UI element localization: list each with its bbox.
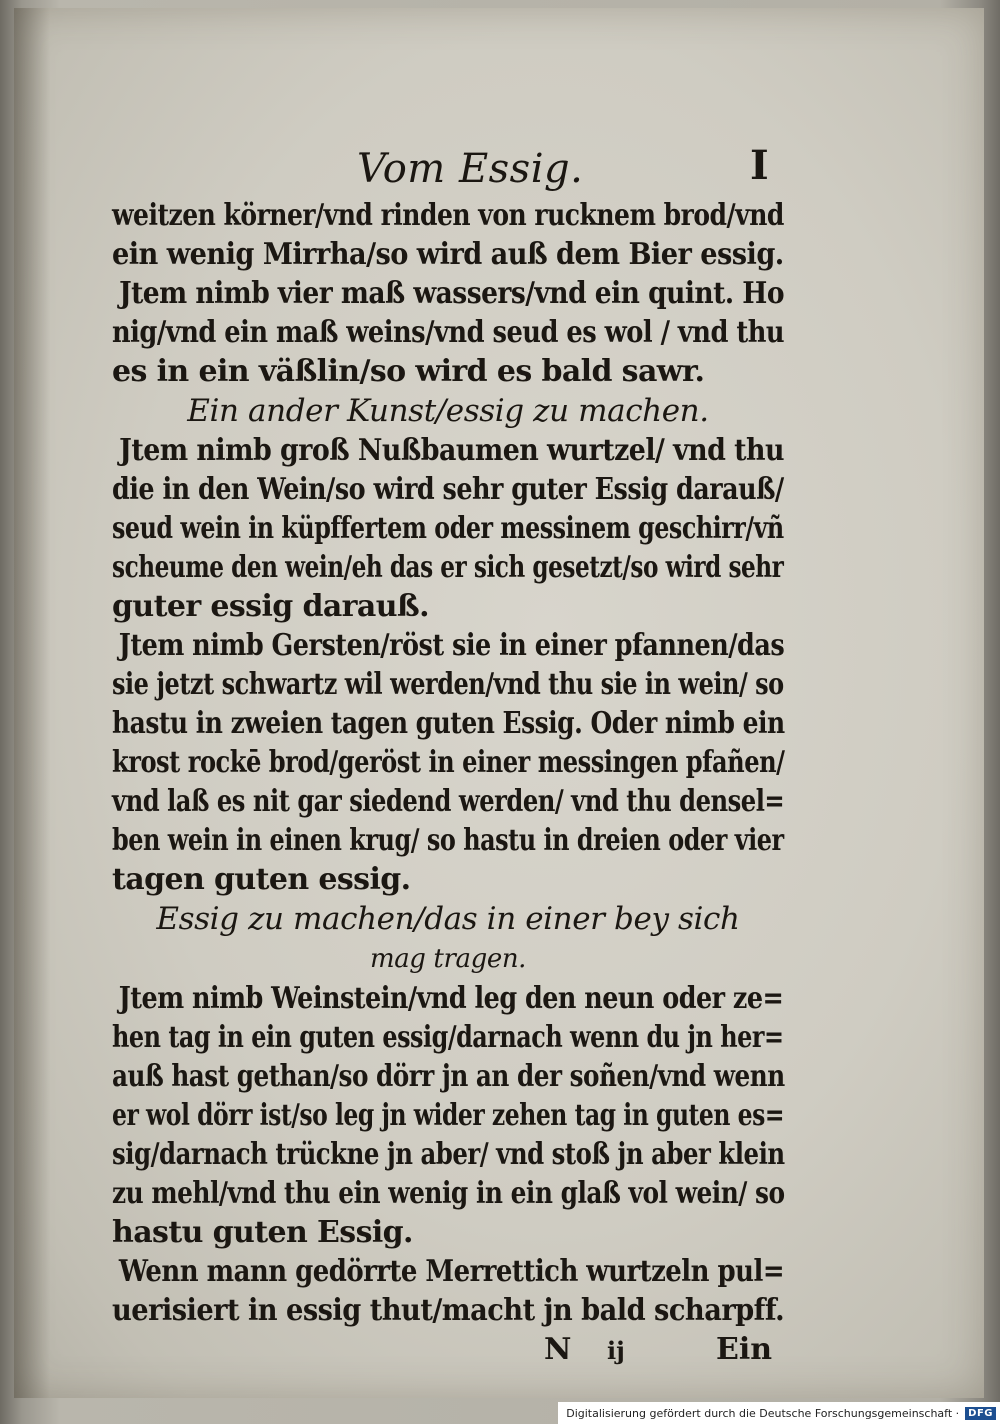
running-head <box>112 140 784 196</box>
section-heading <box>112 899 784 939</box>
section-heading-continuation <box>112 939 784 979</box>
dfg-logo: DFG <box>965 1407 996 1420</box>
catchline <box>112 1330 784 1374</box>
text-line: uerisiert in essig thut/macht jn bald scharpff. <box>112 1293 785 1328</box>
text-line: Jtem nimb vier maß wassers/vnd ein quint. Ho <box>119 276 784 311</box>
running-title: Vom Essig. <box>357 146 584 192</box>
text-line: ben wein in einen krug/ so hastu in dreien oder vier <box>112 823 784 858</box>
text-line: vnd laß es nit gar siedend werden/ vnd thu densel= <box>112 784 785 819</box>
section-heading <box>112 391 784 431</box>
catchword: Ein <box>716 1332 773 1367</box>
text-line: er wol dörr ist/so leg jn wider zehen tag in guten es= <box>112 1098 785 1133</box>
text-line: sie jetzt schwartz wil werden/vnd thu sie in wein/ so <box>112 667 784 702</box>
text-line: scheume den wein/eh das er sich gesetzt/so wird sehr <box>112 550 784 585</box>
heading-text: Essig zu machen/das in einer bey sich <box>156 901 740 937</box>
text-line: auß hast gethan/so dörr jn an der soñen/vnd wenn <box>112 1059 785 1094</box>
digitization-footer <box>558 1402 1000 1424</box>
folio-number: I <box>750 142 769 189</box>
text-line: guter essig darauß. <box>112 589 429 624</box>
text-line: nig/vnd ein maß weins/vnd seud es wol / vnd thu <box>112 315 785 350</box>
heading-text: mag tragen. <box>369 944 527 974</box>
text-line: hastu in zweien tagen guten Essig. Oder nimb ein <box>112 706 785 741</box>
text-line: die in den Wein/so wird sehr guter Essig darauß/ <box>112 472 784 507</box>
text-line: sig/darnach trückne jn aber/ vnd stoß jn aber klein <box>112 1137 785 1172</box>
text-line: tagen guten essig. <box>112 862 411 897</box>
text-line: seud wein in küpffertem oder messinem geschirr/vñ <box>112 511 784 546</box>
text-line: es in ein väßlin/so wird es bald sawr. <box>112 354 705 389</box>
text-line: weitzen körner/vnd rinden von rucknem brod/vnd <box>112 198 784 233</box>
text-line: zu mehl/vnd thu ein wenig in ein glaß vol wein/ so <box>112 1176 785 1211</box>
text-line: ein wenig Mirrha/so wird auß dem Bier essig. <box>112 237 784 272</box>
binding-gutter-shadow <box>14 8 50 1398</box>
text-line: hen tag in ein guten essig/darnach wenn du jn her= <box>112 1020 784 1055</box>
heading-text: Ein ander Kunst/essig zu machen. <box>187 393 709 429</box>
signature-mark: N <box>544 1332 572 1367</box>
text-block <box>112 140 784 1374</box>
text-line: Jtem nimb Gersten/röst sie in einer pfannen/das <box>118 628 785 663</box>
text-line: hastu guten Essig. <box>112 1215 413 1250</box>
text-line: Jtem nimb Weinstein/vnd leg den neun oder ze= <box>118 981 784 1016</box>
body-text <box>112 196 784 1330</box>
signature-number: ij <box>607 1336 625 1365</box>
text-line: Wenn mann gedörrte Merrettich wurtzeln pul= <box>118 1254 785 1289</box>
text-line: krost rockē brod/geröst in einer messingen pfañen/ <box>112 745 785 780</box>
footer-credit: Digitalisierung gefördert durch die Deutsche Forschungsgemeinschaft · <box>566 1406 960 1420</box>
text-line: Jtem nimb groß Nußbaumen wurtzel/ vnd thu <box>119 433 785 468</box>
